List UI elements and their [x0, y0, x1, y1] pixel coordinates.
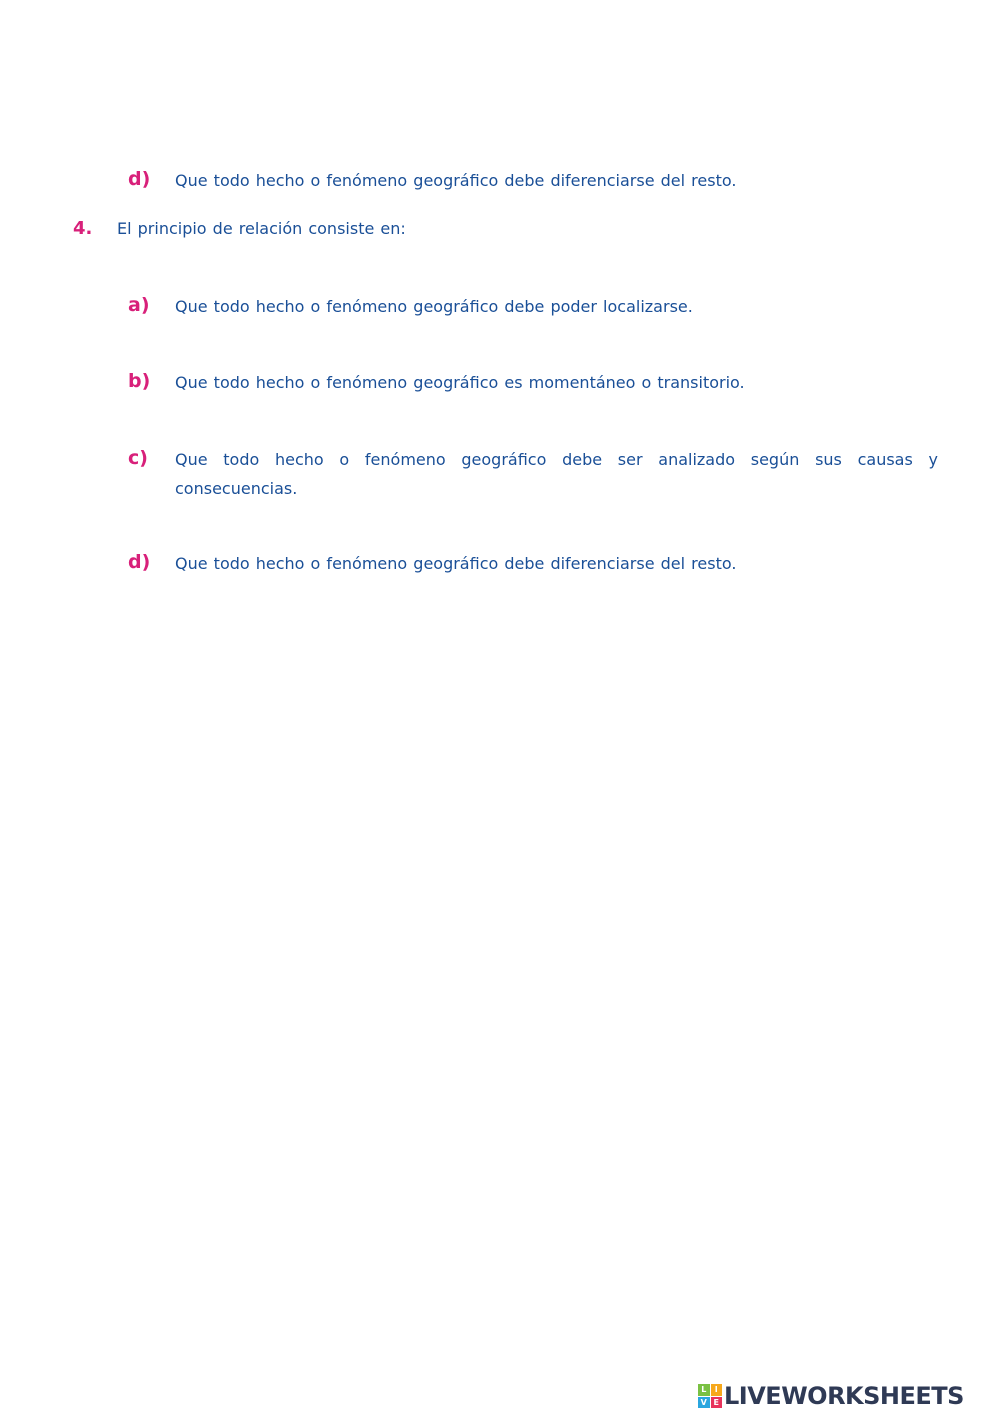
option-text: Que todo hecho o fenómeno geográfico es momentáneo o transitorio.: [175, 373, 745, 392]
logo-letter-l: L: [698, 1384, 710, 1396]
option-letter: c): [128, 447, 148, 469]
option-text: Que todo hecho o fenómeno geográfico debe diferenciarse del resto.: [175, 554, 737, 573]
option-text: Que todo hecho o fenómeno geográfico debe poder localizarse.: [175, 297, 693, 316]
logo-letter-i: I: [711, 1384, 723, 1396]
option-text: Que todo hecho o fenómeno geográfico debe diferenciarse del resto.: [175, 171, 737, 190]
brand-name: LIVEWORKSHEETS: [724, 1382, 964, 1410]
option-text: Que todo hecho o fenómeno geográfico debe ser analizado según sus causas y consecuencias.: [175, 450, 938, 498]
question-prompt: El principio de relación consiste en:: [117, 219, 406, 238]
option-letter: b): [128, 370, 151, 392]
logo-letter-v: V: [698, 1397, 710, 1409]
option-letter: d): [128, 551, 151, 573]
liveworksheets-brand[interactable]: [698, 1382, 964, 1410]
logo-letter-e: E: [711, 1397, 723, 1409]
liveworksheets-logo-icon: [698, 1384, 722, 1408]
question-number: 4.: [73, 218, 93, 239]
option-letter: d): [128, 168, 151, 190]
option-letter: a): [128, 294, 150, 316]
